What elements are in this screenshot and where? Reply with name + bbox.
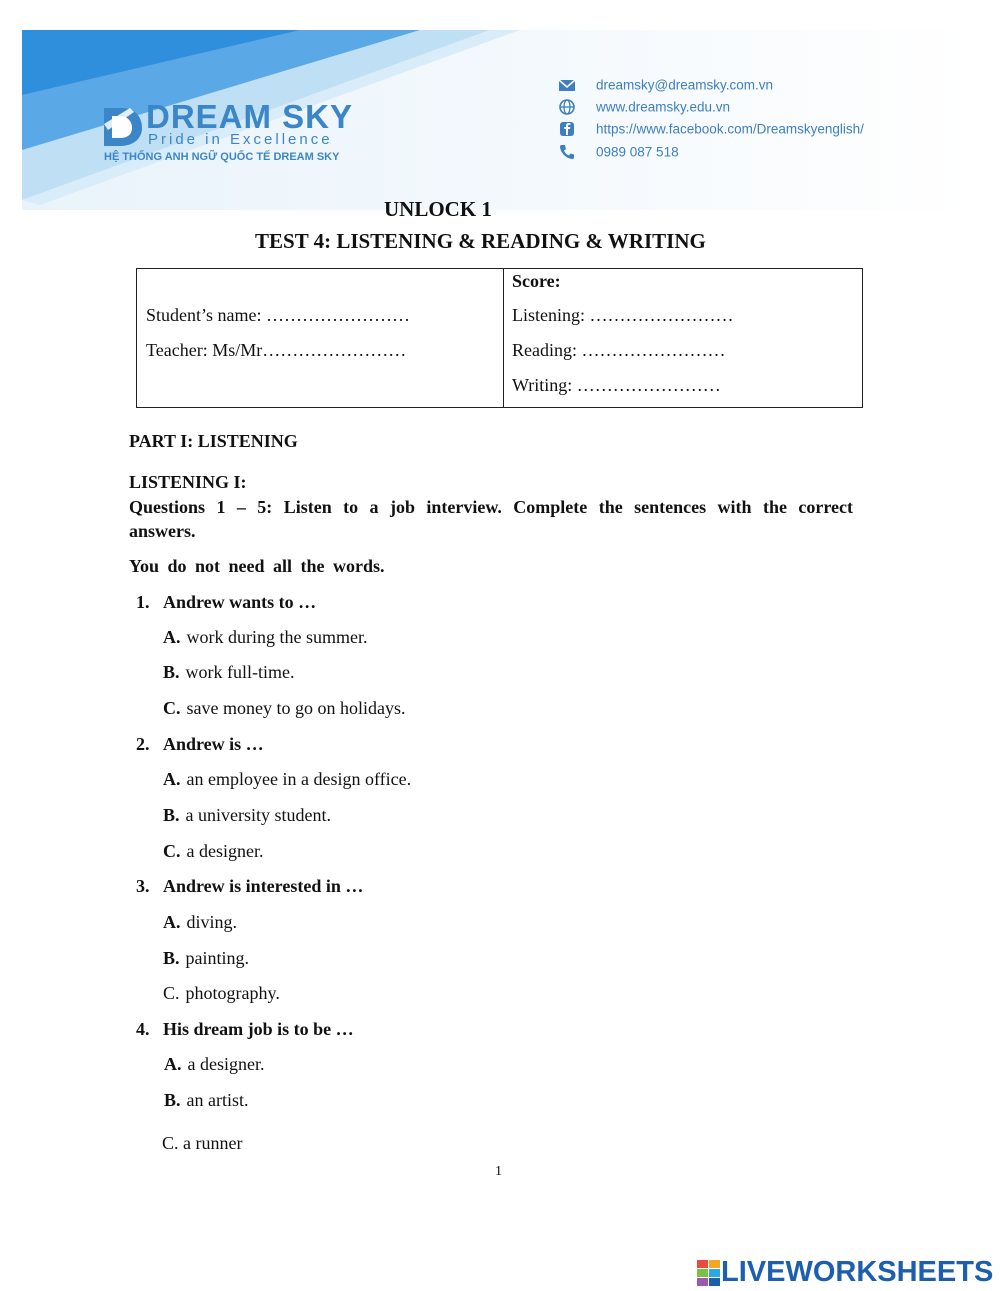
option-4a[interactable]: A. a designer. (164, 1054, 265, 1074)
page-number: 1 (495, 1164, 502, 1179)
instructions-line-1: Questions 1 – 5: Listen to a job interview. Complete the sentences with the correct (129, 497, 853, 517)
contact-phone: 0989 087 518 (558, 143, 679, 161)
option-2a[interactable]: A. an employee in a design office. (163, 769, 412, 789)
option-3c[interactable]: C. photography. (163, 983, 280, 1003)
brand-name: DREAM SKY (146, 98, 354, 135)
brand-subtitle: HỆ THỐNG ANH NGỮ QUỐC TẾ DREAM SKY (104, 151, 340, 163)
option-3a[interactable]: A. diving. (163, 912, 238, 932)
question-stem: Andrew wants to … (163, 592, 317, 612)
instructions-line-2: answers. (129, 521, 196, 541)
question-1 (136, 592, 316, 613)
question-stem: Andrew is interested in … (163, 876, 364, 896)
contact-website: www.dreamsky.edu.vn (558, 98, 730, 116)
option-4b[interactable]: B. an artist. (164, 1090, 249, 1110)
part-heading: PART I: LISTENING (129, 431, 298, 451)
dream-sky-logo-icon (100, 104, 144, 148)
unit-title: UNLOCK 1 (384, 197, 492, 221)
instructions-note: You do not need all the words. (129, 556, 385, 576)
question-number: 1. (136, 592, 150, 612)
option-1a[interactable]: A. work during the summer. (163, 627, 368, 647)
contact-email: dreamsky@dreamsky.com.vn (558, 76, 773, 94)
question-4 (136, 1019, 354, 1040)
writing-score-field[interactable]: Writing: …………………… (512, 375, 721, 395)
teacher-field[interactable]: Teacher: Ms/Mr…………………… (146, 340, 407, 360)
option-1c[interactable]: C. save money to go on holidays. (163, 698, 406, 718)
question-2 (136, 734, 264, 755)
option-2b[interactable]: B. a university student. (163, 805, 331, 825)
facebook-icon (558, 120, 576, 138)
liveworksheets-wordmark: LIVEWORKSHEETS (721, 1256, 994, 1288)
option-1b[interactable]: B. work full-time. (163, 662, 295, 682)
student-name-field[interactable]: Student’s name: …………………… (146, 305, 410, 325)
globe-icon (558, 98, 576, 116)
question-stem: His dream job is to be … (163, 1019, 354, 1039)
score-label: Score: (512, 271, 561, 291)
question-number: 3. (136, 876, 150, 896)
reading-score-field[interactable]: Reading: …………………… (512, 340, 726, 360)
option-3b[interactable]: B. painting. (163, 948, 250, 968)
contact-facebook: https://www.facebook.com/Dreamskyenglish/ (558, 120, 864, 138)
listening-score-field[interactable]: Listening: …………………… (512, 305, 734, 325)
liveworksheets-logo-icon (697, 1260, 721, 1286)
phone-icon (558, 143, 576, 161)
question-number: 4. (136, 1019, 150, 1039)
section-heading: LISTENING I: (129, 472, 247, 492)
option-4c[interactable]: C. a runner (162, 1133, 243, 1153)
liveworksheets-logo (697, 1256, 993, 1289)
question-3 (136, 876, 363, 897)
table-divider (503, 269, 504, 407)
question-stem: Andrew is … (163, 734, 264, 754)
envelope-icon (558, 76, 576, 94)
student-info-table (136, 268, 863, 408)
brand-tagline: Pride in Excellence (148, 131, 333, 148)
option-2c[interactable]: C. a designer. (163, 841, 264, 861)
test-title: TEST 4: LISTENING & READING & WRITING (255, 229, 706, 253)
question-number: 2. (136, 734, 150, 754)
